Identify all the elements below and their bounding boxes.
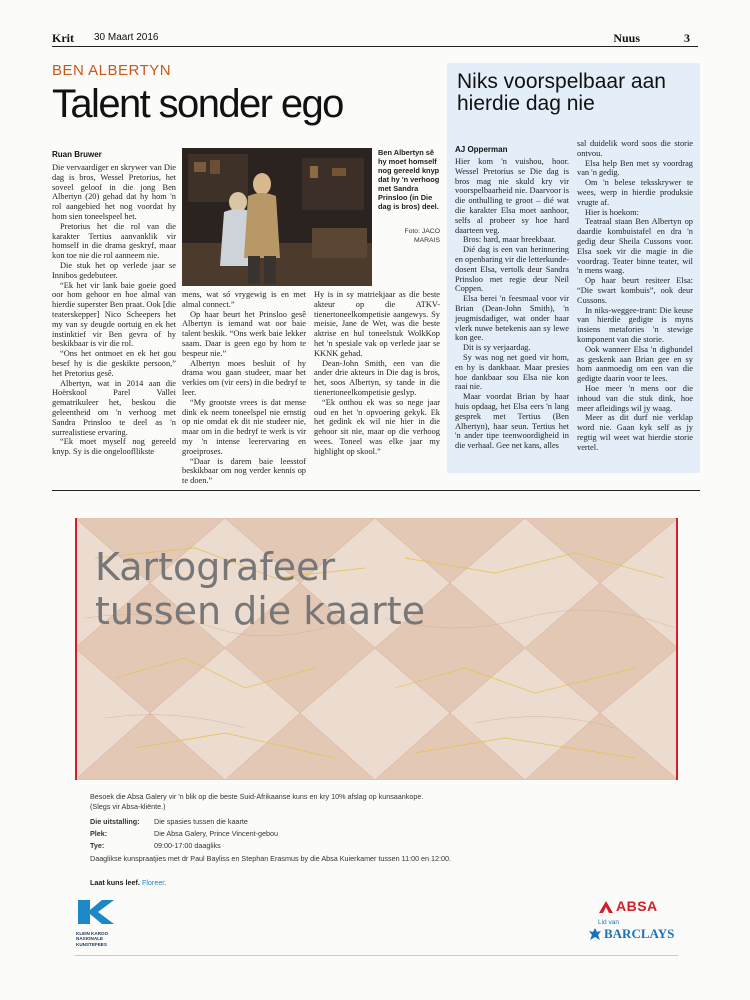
review-title: Niks voorspelbaar aan hierdie dag nie [457,70,666,115]
publication-name: Krit [52,31,74,45]
paragraph: “Ek onthou ek was so nege jaar oud en het 'n opvoering gekyk. Ek het gedink ek wil nie hier in die gehoor sit nie, maar op die verhoog wees. Toneel was elke jaar my highlight op skool.” [314,397,440,456]
paragraph: In niks-weggee-trant: Die keuse van hierdie gedigte is myns insiens metafories 'n stewige komponent van die storie. [577,305,693,344]
paragraph: Bros: hard, maar breekbaar. [463,235,556,245]
ad-tagline-b: Floreer. [141,878,167,887]
paragraph: mens, wat só vrygewig is en met almal connect.” [182,290,306,309]
ad-info-row [90,817,248,826]
review-byline: AJ Opperman [455,145,508,154]
ad-info-value: Die Absa Galery, Prince Vincent-gebou [154,829,278,838]
paragraph: Die stuk het op verlede jaar se Innibos gedebuteer. [52,260,176,280]
paragraph: Op haar beurt het Prinsloo gesê Albertyn is iemand wat oor baie talent beskik. “Ons werk baie lekker saam. Daar is geen ego by hom te bespeur nie.” [182,309,306,358]
ad-talks: Daaglikse kunspraatjies met dr Paul Bayliss en Stephan Erasmus by die Absa Kuierkamer tussen 11:00 en 12:00. [90,854,452,863]
paragraph: Teatraal staan Ben Albertyn op daardie kombuistafel en dra 'n gedig deur Sheila Cussons voor. Elsa soek vir die magie in die voordrag. Teater binne teater, wil 'n mens waag. [577,217,693,276]
paragraph: “My grootste vrees is dat mense dink ek neem toneelspel nie ernstig op nie omdat ek dit nie studeer nie, maar om in die bedryf te werk is vir my 'n intense leerervaring en groeiproses. [182,397,306,456]
article-column-1 [52,163,176,457]
ad-info-value: Die spasies tussen die kaarte [154,817,248,826]
article-byline: Ruan Bruwer [52,150,102,159]
kknk-logo-text: KLEIN KAROO NASIONALE KUNSTEFEES [76,931,109,947]
paragraph: “Ek moet myself nog gereeld knyp. Sy is die ongeloofllikste [52,437,176,457]
paragraph: Dit is sy verjaardag. [463,343,531,353]
ad-headline-line-2: tussen die kaarte [95,589,426,633]
paragraph: Sy was nog net goed vir hom, en hy is dankbaar. Maar presies hoe dankbaar sou Elsa nie kon raai nie. [455,352,569,392]
ad-info-label: Die uitstalling: [90,817,140,826]
section-divider [52,490,700,491]
photo-caption: Ben Albertyn sê hy moet homself nog gereeld knyp dat hy 'n verhoog met Sandra Prinsloo (in Die dag is bros) deel. [378,148,440,211]
ad-info-label: Plek: [90,829,108,838]
ad-bottom-rule [75,955,678,956]
paragraph: Hier kom 'n vuishou, hoor. Wessel Pretorius se Die dag is bros mag nie skuld kry vir voorspelbaarheid nie. Daarvoor is die onthulling te groot – dié wat die karakter Elsa moet aanhoor, selfs al probeer sy hoe hard daarteen veg. [455,157,569,235]
ad-info-label: Tye: [90,841,105,850]
paragraph: “Ons het ontmoet en ek het gou besef hy is die geskikte persoon,” het Pretorius gesê. [52,349,176,378]
paragraph: Dean-John Smith, een van die ander drie akteurs in Die dag is bros, het, soos Albertyn, sy tande in die tienertoneelkompetisie geslyp. [314,358,440,397]
page-number: 3 [684,31,690,45]
ad-headline [95,545,425,633]
paragraph: Om 'n belese teksskrywer te wees, werp in hierdie produksie vrugte af. [577,178,693,207]
paragraph: Dié dag is een van herinnering en openbaring vir die letterkunde-dosent Elsa, vertolk deur Sandra Prinsloo met regie deur Neil Coppen. [455,245,569,294]
ad-border-right [676,518,678,780]
ad-border-left [75,518,77,780]
barclays-logo [588,926,680,942]
paragraph: “Ek het vir lank baie goeie goed oor hom gehoor en hoe almal van hierdie superster Ben praat. Ook [die teaterskepper] Nico Scheepers het my van sy deugde oortuig en ek het instinktief vir Ben gevra of hy beskikbaar is vir die rol. [52,280,176,349]
paragraph: Meer as dit durf nie verklap word nie. Gaan kyk self as jy regtig wil weet wat hierdie storie vertel. [577,413,693,452]
paragraph: Elsa berei 'n feesmaal voor vir Brian (Dean-John Smith), 'n jeugmisdadiger, wat onder haar vlerk nuwe betekenis aan sy lewe kon gee. [455,294,569,343]
ad-info-value: 09:00-17:00 daagliks [154,841,221,850]
review-column-2 [577,139,693,453]
paragraph: Hier is hoekom: [585,207,639,217]
article-kicker: BEN ALBERTYN [52,62,172,79]
eagle-icon [588,927,602,941]
section-name: Nuus [613,31,640,45]
article-photo [182,148,372,286]
paragraph: Elsa help Ben met sy voordrag van 'n gedig. [577,158,693,178]
paragraph: Die vervaardiger en skrywer van Die dag is bros, Wessel Pretorius, het soveel geloof in die jong Ben Albertyn (20) gehad dat hy hom 'n rol aangebied het nog voordat hy hom sien toneelspeel het. [52,163,176,221]
stage-photo-illustration [182,148,372,286]
paragraph: sal duidelik word soos die storie ontvou. [577,139,693,158]
ad-intro: Besoek die Absa Galery vir 'n blik op die beste Suid-Afrikaanse kuns en kry 10% afslag op kunsaankope. [90,792,424,801]
paragraph: “Daar is darem baie leesstof beskikbaar om nog verder kennis op te doen.” [182,456,306,486]
paragraph: Maar voordat Brian by haar huis opdaag, het Elsa eers 'n lang gesprek met Tertius (Ben Albertyn), haar seun. Tertius het 'n ander tipe teenwoordigheid in die verhaal. Gee net kans, alles [455,392,569,451]
paragraph: Albertyn moes besluit of hy drama wou gaan studeer, maar het verkies om (vir eers) in die bedryf te leer. [182,358,306,397]
ad-tagline-a: Laat kuns leef. [90,878,140,887]
ad-info-row [90,841,221,850]
ad-info-row [90,829,278,838]
ad-headline-line-1: Kartografeer [95,545,336,589]
article-headline: Talent sonder ego [52,82,343,126]
paragraph: Pretorius het die rol van die karakter Tertius aanvanklik vir homself in die drama geskryf, maar kon toe nie die rol aanneem nie. [52,221,176,261]
kknk-logo-icon [76,898,116,926]
absa-logo-icon [598,900,614,914]
absa-logo [598,898,678,918]
paragraph: Op haar beurt resiteer Elsa: “Die swart kombuis”, ook deur Cussons. [577,276,693,305]
paragraph: Albertyn, wat in 2014 aan die Hoërskool Parel Vallei gematrikuleer het, beskou die geleentheid om 'n verhoog met Sandra Prinsloo te deel as 'n surrealistiese ervaring. [52,378,176,437]
member-of-text: Lid van [598,919,619,926]
article-column-3 [314,290,440,457]
ad-intro-note: (Slegs vir Absa-kliënte.) [90,802,166,811]
kknk-logo [76,898,116,950]
review-column-1 [455,157,569,451]
issue-date: 30 Maart 2016 [94,32,159,43]
ad-tagline [90,878,166,887]
paragraph: Hy is in sy matriekjaar as die beste akteur op die ATKV-tienertoneelkompetisie aangewys. Sy meisie, Jane de Wet, was die beste aktrise en hul toneelstuk WolkKop het 'n spesiale vak op verlede jaar se KKNK gehad. [314,290,440,358]
paragraph: Ook wanneer Elsa 'n digbundel as geskenk aan Brian gee en sy hom aanmoedig om een van die gedigte daarin voor te lees. [577,344,693,384]
paragraph: Hoe meer 'n mens oor die inhoud van die stuk dink, hoe meer afleidings wil jy waag. [577,383,693,413]
photo-credit: Foto: JACO MARAIS [404,228,440,244]
absa-wordmark: ABSA [616,898,658,914]
masthead [52,30,698,47]
review-sidebar [447,63,700,473]
article-column-2 [182,290,306,486]
barclays-wordmark: BARCLAYS [604,926,675,941]
